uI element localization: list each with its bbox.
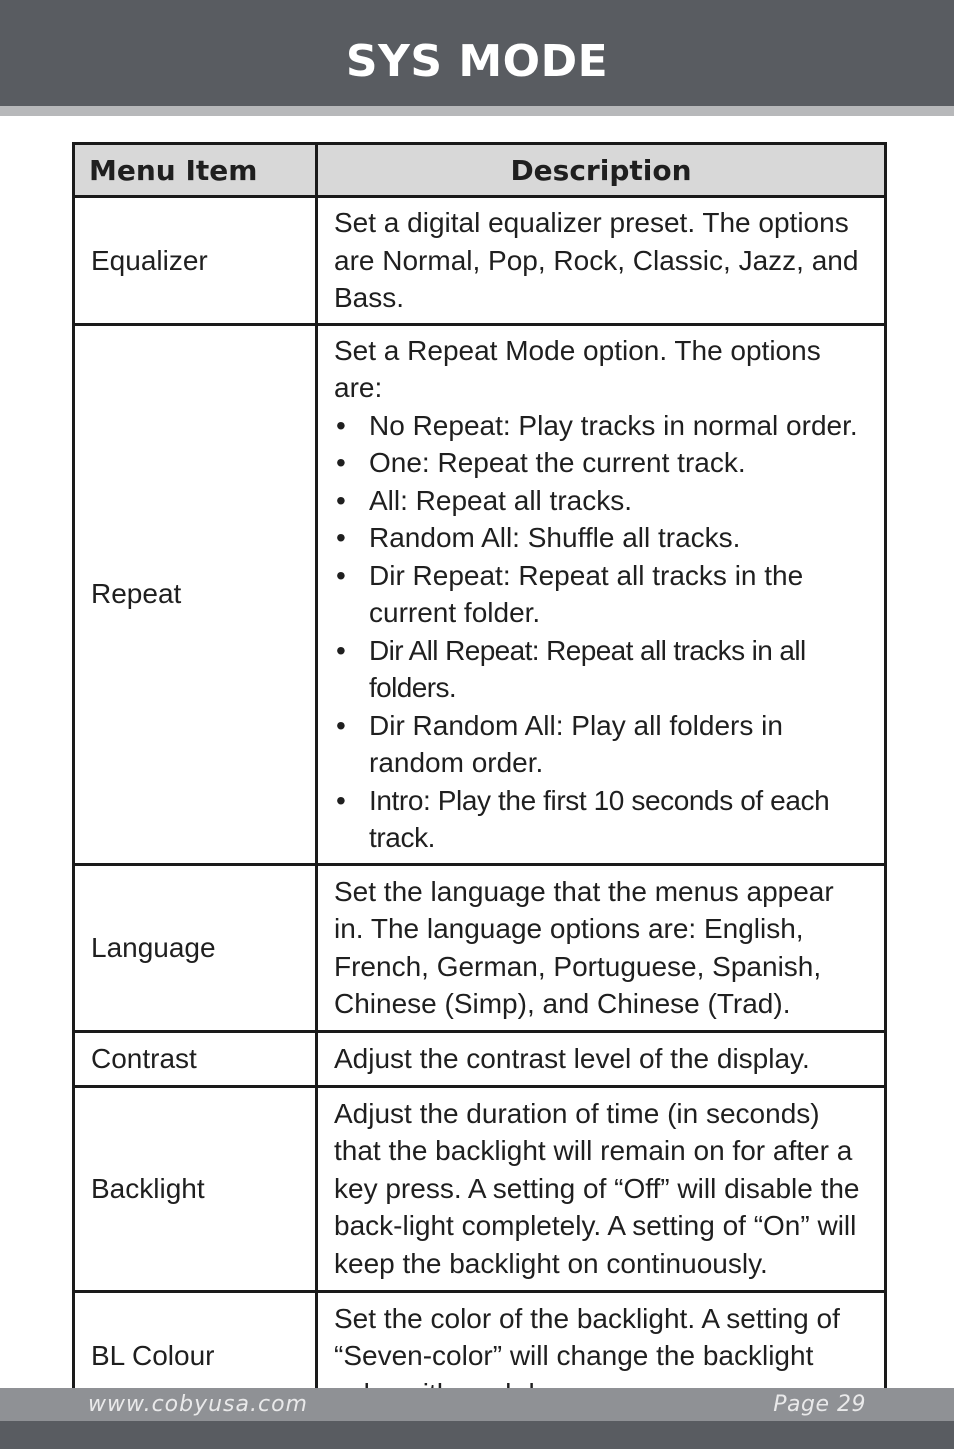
list-item: • Random All: Shuffle all tracks. <box>334 519 870 557</box>
repeat-options-list <box>334 407 870 857</box>
menu-item-bl-colour: BL Colour <box>74 1291 317 1421</box>
table-row-repeat <box>74 324 886 864</box>
column-header-menu-item: Menu Item <box>74 144 317 197</box>
column-header-description: Description <box>317 144 886 197</box>
footer-website-link[interactable]: www.cobyusa.com <box>88 1392 308 1417</box>
table-header-row <box>74 144 886 197</box>
list-item: • Dir Random All: Play all folders in random order. <box>334 707 870 782</box>
bullet-icon: • <box>336 409 346 441</box>
menu-item-repeat: Repeat <box>74 324 317 864</box>
table-row-language <box>74 864 886 1031</box>
menu-item-backlight: Backlight <box>74 1086 317 1291</box>
list-item: • No Repeat: Play tracks in normal order. <box>334 407 870 445</box>
bullet-icon: • <box>336 709 346 741</box>
bullet-icon: • <box>336 784 346 816</box>
list-item: • Intro: Play the first 10 seconds of each track. <box>334 782 870 857</box>
list-item: • Dir Repeat: Repeat all tracks in the current folder. <box>334 557 870 632</box>
menu-item-language: Language <box>74 864 317 1031</box>
description-bl-colour: Set the color of the backlight. A setting of “Seven-color” will change the backlight <box>317 1291 886 1421</box>
repeat-intro-text: Set a Repeat Mode option. The options are: <box>334 334 821 403</box>
table-row-contrast <box>74 1031 886 1086</box>
page-number: Page 29 <box>773 1392 866 1417</box>
list-item: • One: Repeat the current track. <box>334 444 870 482</box>
table-row-equalizer <box>74 197 886 325</box>
table-row-backlight <box>74 1086 886 1291</box>
bullet-icon: • <box>336 522 346 553</box>
menu-item-contrast: Contrast <box>74 1031 317 1086</box>
menu-item-equalizer: Equalizer <box>74 197 317 325</box>
description-language: Set the language that the menus appear in. The language options are: English, French, German, Portuguese, Spanish, Chinese (Simp), and Chinese (Trad). <box>317 864 886 1031</box>
description-contrast: Adjust the contrast level of the display. <box>317 1031 886 1086</box>
list-item: • Dir All Repeat: Repeat all tracks in all folders. <box>334 632 870 707</box>
description-backlight: Adjust the duration of time (in seconds) that the backlight will remain on for after a key press. A setting of “Off” will disable the back-light completely. A setting of “On” will keep the backlight on continuously. <box>317 1086 886 1291</box>
bullet-icon: • <box>336 634 346 666</box>
description-equalizer: Set a digital equalizer preset. The options are Normal, Pop, Rock, Classic, Jazz, and Bass. <box>317 197 886 325</box>
description-repeat <box>317 324 886 864</box>
footer-stripe <box>0 1421 954 1449</box>
bullet-icon: • <box>336 559 346 591</box>
header-stripe <box>0 106 954 116</box>
bullet-icon: • <box>336 484 346 516</box>
list-item: • All: Repeat all tracks. <box>334 482 870 520</box>
page-title: SYS MODE <box>345 36 609 87</box>
bullet-icon: • <box>336 447 346 478</box>
menu-table <box>72 142 887 1423</box>
